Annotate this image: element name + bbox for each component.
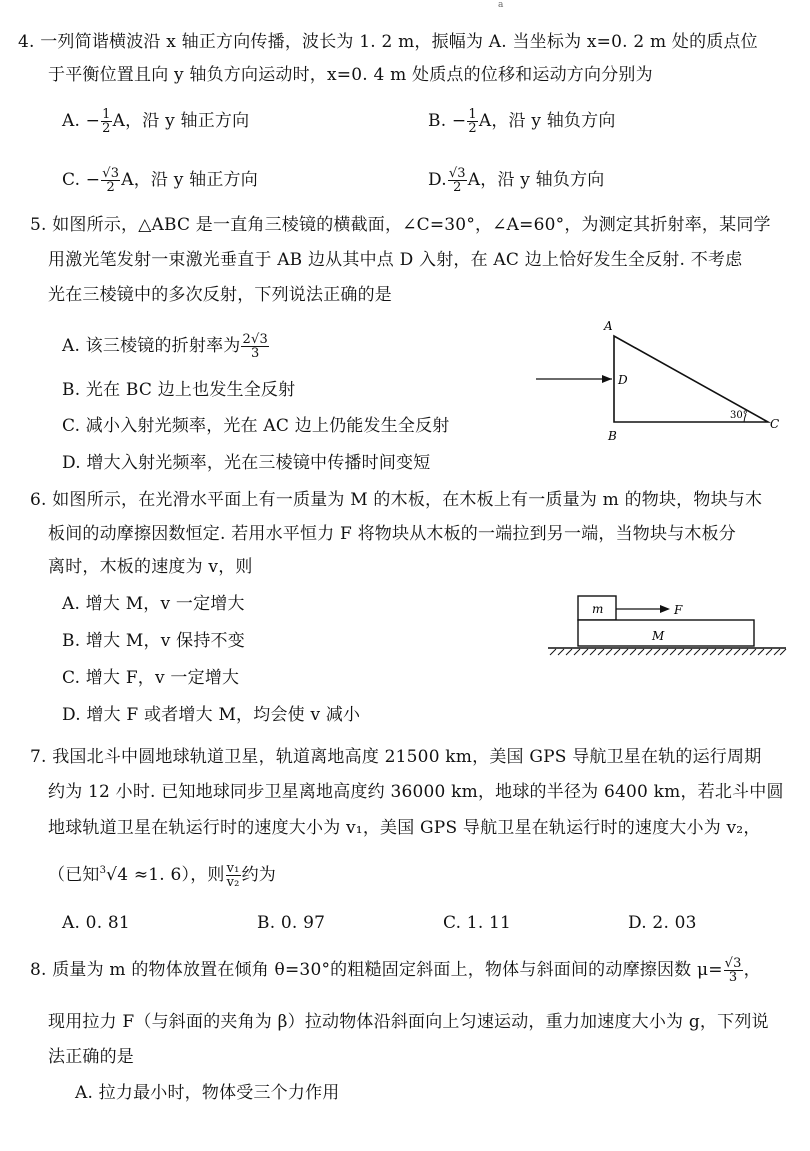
q4-b-num: 1 bbox=[468, 107, 477, 122]
q4-a-text: A，沿 y 轴正方向 bbox=[112, 111, 250, 131]
q7-option-d: D. 2. 03 bbox=[628, 913, 697, 933]
ground-hatch bbox=[550, 649, 786, 655]
q5-option-a bbox=[62, 330, 270, 362]
q8-line-1-a: 8. 质量为 m 的物体放置在倾角 θ=30°的粗糙固定斜面上，物体与斜面间的动摩擦因数 μ= bbox=[30, 960, 723, 980]
q7-option-c: C. 1. 11 bbox=[443, 913, 512, 933]
q7-frac-den: v₂ bbox=[226, 875, 240, 890]
q4-a-num: 1 bbox=[102, 107, 111, 122]
q7-line-3: 地球轨道卫星在轨运行时的速度大小为 v₁，美国 GPS 导航卫星在轨运行时的速度大小为 v₂， bbox=[48, 818, 761, 838]
label-M: M bbox=[652, 629, 665, 643]
q5-a-fraction bbox=[241, 333, 268, 360]
q6-option-a: A. 增大 M，v 一定增大 bbox=[62, 594, 245, 614]
q7-line-4-a: （已知 bbox=[48, 865, 100, 885]
q7-line-2: 约为 12 小时. 已知地球同步卫星离地高度约 36000 km，地球的半径为 6400 km，若北斗中圆 bbox=[48, 782, 784, 802]
q6-option-c: C. 增大 F，v 一定增大 bbox=[62, 668, 240, 688]
force-arrowhead bbox=[660, 605, 670, 613]
label-B: B bbox=[608, 429, 617, 443]
q4-d-den: 2 bbox=[453, 180, 462, 195]
board-block-figure bbox=[546, 592, 796, 662]
label-C: C bbox=[770, 417, 780, 431]
q4-d-num: √3 bbox=[448, 166, 466, 181]
q4-option-b bbox=[428, 106, 616, 136]
q5-option-d: D. 增大入射光频率，光在三棱镜中传播时间变短 bbox=[62, 453, 431, 473]
q7-line-4-c: 约为 bbox=[241, 865, 276, 885]
q8-option-a: A. 拉力最小时，物体受三个力作用 bbox=[75, 1083, 340, 1103]
q4-line-2: 于平衡位置且向 y 轴负方向运动时，x=0. 4 m 处质点的位移和运动方向分别为 bbox=[48, 65, 653, 85]
q5-a-text: A. 该三棱镜的折射率为 bbox=[62, 336, 241, 356]
q5-line-2: 用激光笔发射一束激光垂直于 AB 边从其中点 D 入射，在 AC 边上恰好发生全反射. 不考虑 bbox=[48, 250, 743, 270]
q8-line-1-b: ， bbox=[743, 960, 761, 980]
q4-a-label: A. − bbox=[62, 111, 101, 131]
top-mark: a bbox=[498, 0, 504, 10]
q7-line-4 bbox=[48, 855, 276, 891]
q4-option-c bbox=[62, 165, 258, 195]
board-M bbox=[578, 620, 754, 646]
q4-b-fraction bbox=[467, 108, 477, 135]
q4-b-label: B. − bbox=[428, 111, 467, 131]
q4-d-label: D. bbox=[428, 170, 447, 190]
q7-frac-num: v₁ bbox=[226, 861, 240, 876]
q6-option-d: D. 增大 F 或者增大 M，均会使 v 减小 bbox=[62, 705, 361, 725]
beam-arrow bbox=[602, 375, 612, 383]
q5-line-1: 5. 如图所示，△ABC 是一直角三棱镜的横截面，∠C=30°，∠A=60°，为测定其折射率，某同学 bbox=[30, 215, 771, 235]
q4-c-text: A，沿 y 轴正方向 bbox=[121, 170, 258, 190]
q4-c-fraction bbox=[101, 167, 120, 194]
label-D: D bbox=[618, 373, 628, 387]
q8-line-3: 法正确的是 bbox=[48, 1047, 134, 1067]
q4-a-fraction bbox=[101, 108, 111, 135]
q8-fraction bbox=[724, 957, 743, 984]
q4-d-fraction bbox=[448, 167, 467, 194]
q4-line-1: 4. 一列简谐横波沿 x 轴正方向传播，波长为 1. 2 m，振幅为 A. 当坐标为 x=0. 2 m 处的质点位 bbox=[18, 32, 758, 52]
q7-line-1: 7. 我国北斗中圆地球轨道卫星，轨道离地高度 21500 km，美国 GPS 导航卫星在轨的运行周期 bbox=[30, 747, 762, 767]
q4-d-text: A，沿 y 轴负方向 bbox=[467, 170, 605, 190]
q4-c-label: C. − bbox=[62, 170, 101, 190]
label-A: A bbox=[604, 319, 613, 333]
q4-c-num: √3 bbox=[102, 166, 120, 181]
label-m: m bbox=[592, 602, 604, 616]
q4-a-den: 2 bbox=[102, 121, 111, 136]
q7-root-index: 3 bbox=[99, 865, 107, 876]
q5-line-3: 光在三棱镜中的多次反射，下列说法正确的是 bbox=[48, 285, 392, 305]
q8-line-2: 现用拉力 F（与斜面的夹角为 β）拉动物体沿斜面向上匀速运动，重力加速度大小为 g，下列说 bbox=[48, 1012, 769, 1032]
prism-figure bbox=[530, 318, 790, 448]
q6-option-b: B. 增大 M，v 保持不变 bbox=[62, 631, 245, 651]
q7-line-4-b: √4 ≈1. 6），则 bbox=[106, 865, 225, 885]
q8-line-1 bbox=[30, 954, 761, 986]
q4-c-den: 2 bbox=[106, 180, 115, 195]
q5-a-den: 3 bbox=[250, 346, 260, 361]
q4-option-a bbox=[62, 106, 249, 136]
q5-a-num: 2√3 bbox=[242, 332, 268, 347]
q4-b-text: A，沿 y 轴负方向 bbox=[478, 111, 616, 131]
q6-line-3: 离时，木板的速度为 v，则 bbox=[48, 557, 253, 577]
label-F: F bbox=[674, 603, 683, 617]
q5-option-b: B. 光在 BC 边上也发生全反射 bbox=[62, 380, 296, 400]
q6-line-2: 板间的动摩擦因数恒定. 若用水平恒力 F 将物块从木板的一端拉到另一端，当物块与木板分 bbox=[48, 524, 737, 544]
q4-b-den: 2 bbox=[468, 121, 477, 136]
q5-option-c: C. 减小入射光频率，光在 AC 边上仍能发生全反射 bbox=[62, 416, 450, 436]
q8-frac-num: √3 bbox=[724, 956, 742, 971]
q7-option-b: B. 0. 97 bbox=[257, 913, 326, 933]
q8-frac-den: 3 bbox=[728, 970, 738, 985]
q7-fraction bbox=[226, 862, 241, 889]
label-angle: 30° bbox=[730, 410, 748, 421]
q6-line-1: 6. 如图所示，在光滑水平面上有一质量为 M 的木板，在木板上有一质量为 m 的物块，物块与木 bbox=[30, 490, 763, 510]
q4-option-d bbox=[428, 165, 605, 195]
q7-option-a: A. 0. 81 bbox=[62, 913, 130, 933]
